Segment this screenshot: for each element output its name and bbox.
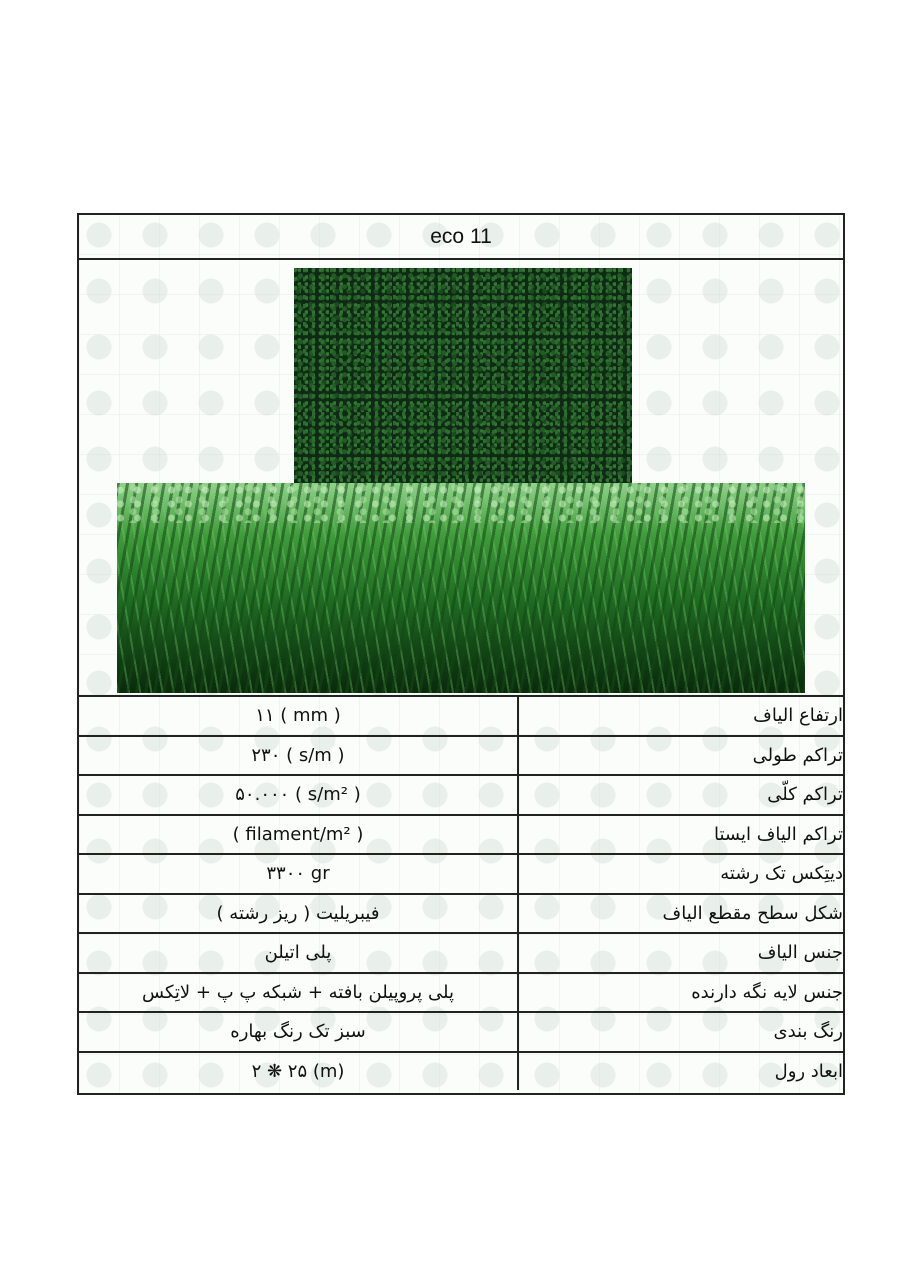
spec-label: تراکم کلّی (518, 775, 843, 815)
spec-label: دیتِکس تک رشته (518, 854, 843, 894)
spec-row (79, 736, 843, 776)
spec-value: ۵۰.۰۰۰ ( s/m² ) (235, 784, 361, 806)
spec-sheet (77, 213, 845, 1095)
turf-side-view-photo (117, 483, 805, 693)
spec-row (79, 775, 843, 815)
spec-label: تراکم الیاف ایستا (518, 815, 843, 855)
spec-label: جنس لایه نگه دارنده (518, 973, 843, 1013)
spec-label: ابعاد رول (518, 1052, 843, 1091)
product-title: eco 11 (79, 215, 843, 260)
spec-value: ۳۳۰۰ gr (266, 863, 330, 885)
spec-row (79, 894, 843, 934)
spec-value: ۲ ❋ ۲۵ (m) (251, 1060, 345, 1082)
spec-row (79, 815, 843, 855)
spec-label: شکل سطح مقطع الیاف (518, 894, 843, 934)
spec-row (79, 973, 843, 1013)
spec-value: پلی پروپیلن بافته + شبکه پ پ + لاتِکس (142, 981, 454, 1003)
spec-row (79, 933, 843, 973)
spec-row (79, 697, 843, 736)
spec-value: پلی اتیلن (264, 942, 332, 964)
turf-top-view-photo (294, 268, 632, 486)
spec-table (79, 697, 843, 1090)
spec-label: رنگ بندی (518, 1012, 843, 1052)
spec-row (79, 1012, 843, 1052)
spec-row (79, 854, 843, 894)
spec-value: سبز تک رنگ بهاره (230, 1021, 366, 1043)
spec-value: ۲۳۰ ( s/m ) (251, 744, 345, 766)
spec-label: تراکم طولی (518, 736, 843, 776)
spec-label: جنس الیاف (518, 933, 843, 973)
spec-label: ارتفاع الیاف (753, 705, 843, 727)
spec-value: فیبریلیت ( ریز رشته ) (216, 902, 380, 924)
spec-row (79, 1052, 843, 1091)
spec-value: ( filament/m² ) (232, 823, 364, 845)
spec-value: ۱۱ ( mm ) (255, 705, 341, 727)
